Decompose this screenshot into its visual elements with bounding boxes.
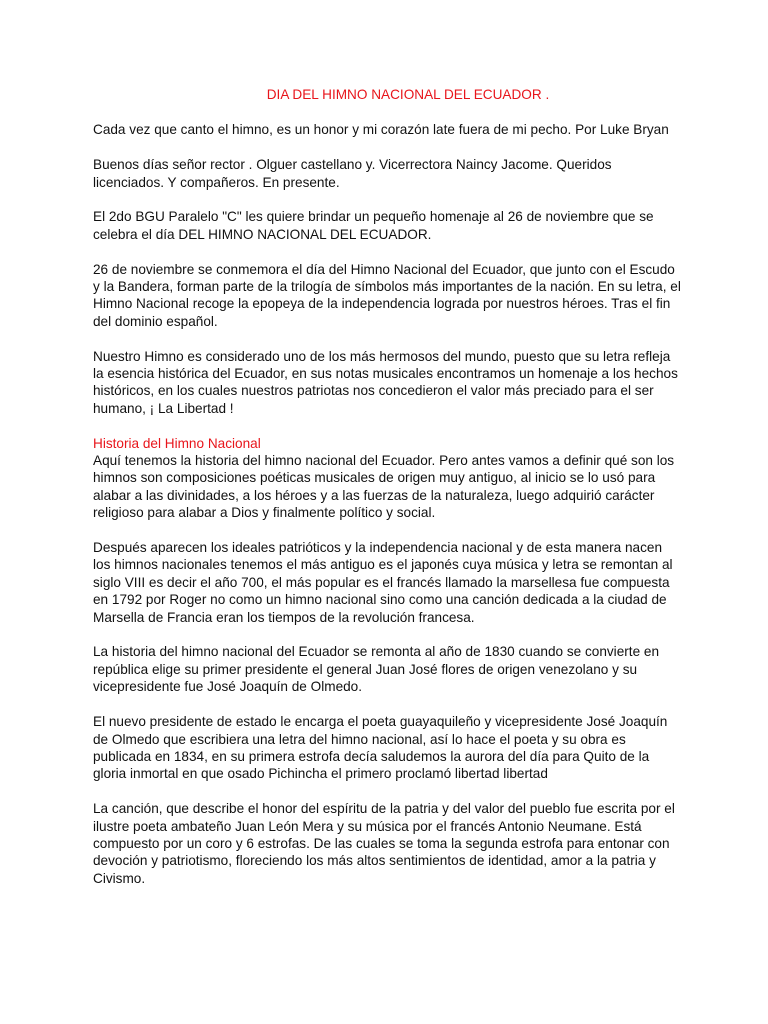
paragraph-tribute: El 2do BGU Paralelo "C" les quiere brindar un pequeño homenaje al 26 de noviembre que se celebra el día DEL HIMNO NACIONAL DEL ECUADOR. [93, 209, 654, 242]
paragraph-history-mera: La canción, que describe el honor del espíritu de la patria y del valor del pueblo fue escrita por el ilustre poeta ambateño Juan León Mera y su música por el francés Antonio Neumane. Está compuesto por un coro y 6 estrofas. De las cuales se toma la segunda estrofa para entonar con devoción y patriotismo, floreciendo los más altos sentimientos de identidad, amor a la patria y Civismo. [93, 801, 675, 886]
paragraph-quote: Cada vez que canto el himno, es un honor y mi corazón late fuera de mi pecho. Por Luke Bryan [93, 122, 669, 138]
paragraph-greeting: Buenos días señor rector . Olguer castellano y. Vicerrectora Naincy Jacome. Queridos licenciados. Y compañeros. En presente. [93, 157, 612, 190]
document-title: DIA DEL HIMNO NACIONAL DEL ECUADOR . [266, 87, 550, 102]
paragraph-history-1830: La historia del himno nacional del Ecuador se remonta al año de 1830 cuando se convierte en república elige su primer presidente el general Juan José flores de origen venezolano y su vicepresidente fue José Joaquín de Olmedo. [93, 644, 660, 695]
paragraph-history-olmedo: El nuevo presidente de estado le encarga el poeta guayaquileño y vicepresidente José Joaquín de Olmedo que escribiera una letra del himno nacional, así lo hace el poeta y su obra es publicada en 1834, en su primera estrofa decía saludemos la aurora del día para Quito de la gloria inmortal en que osado Pichincha el primero proclamó libertad libertad [93, 714, 668, 782]
paragraph-commemoration: 26 de noviembre se conmemora el día del Himno Nacional del Ecuador, que junto con el Escudo y la Bandera, forman parte de la trilogía de símbolos más importantes de la nación. En su letra, el Himno Nacional recoge la epopeya de la independencia lograda por nuestros héroes. Tras el fin del dominio español. [93, 261, 681, 329]
paragraph-history-origins: Después aparecen los ideales patrióticos y la independencia nacional y de esta manera nacen los himnos nacionales tenemos el más antiguo es el japonés cuya música y letra se remontan al siglo VIII es decir el año 700, el más popular es el francés llamado la marsellesa fue compuesta en 1792 por Roger no como un himno nacional sino como una canción dedicada a la ciudad de Marsella de Francia eran los tiempos de la revolución francesa. [93, 540, 673, 625]
document-body [93, 86, 683, 905]
paragraph-anthem-praise: Nuestro Himno es considerado uno de los más hermosos del mundo, puesto que su letra refleja la esencia histórica del Ecuador, en sus notas musicales encontramos un homenaje a los hechos históricos, en los cuales nuestros patriotas nos concedieron el valor más preciado para el ser humano, ¡ La Libertad ! [93, 348, 678, 416]
section-heading-history: Historia del Himno Nacional [93, 435, 261, 451]
paragraph-history-intro: Aquí tenemos la historia del himno nacional del Ecuador. Pero antes vamos a definir qué son los himnos son composiciones poéticas musicales de origen muy antiguo, al inicio se lo usó para alabar a las divinidades, a los héroes y a las fuerzas de la naturaleza, luego adquirió carácter religioso para alabar a Dios y finalmente político y social. [93, 453, 675, 521]
